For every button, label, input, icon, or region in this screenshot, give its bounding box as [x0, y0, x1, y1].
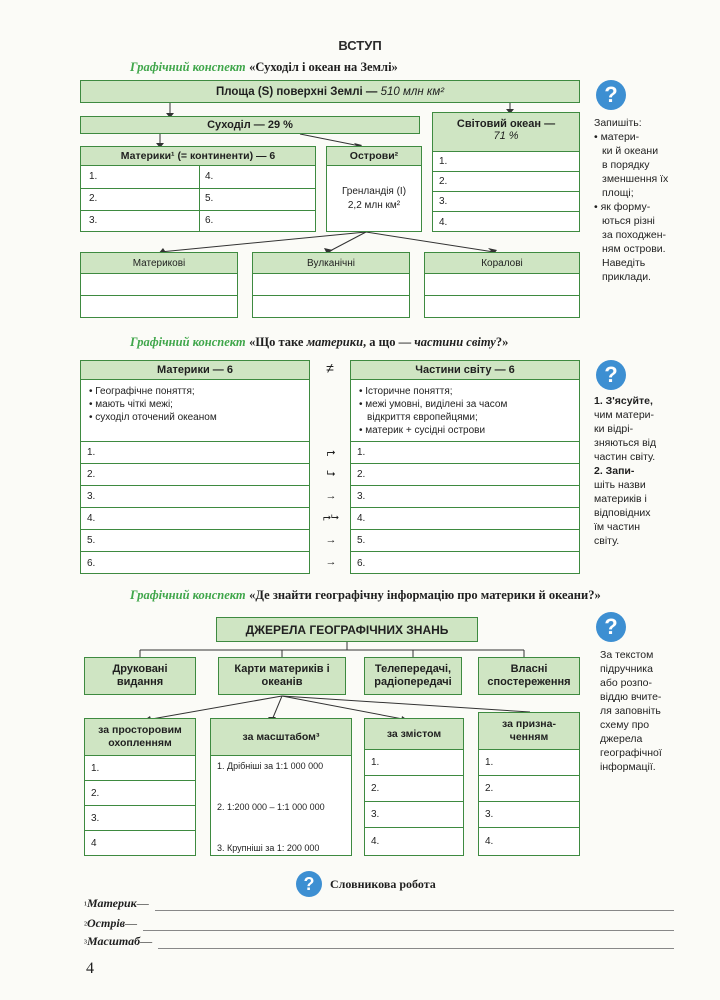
continent-cell: 2.	[89, 193, 98, 204]
map-class-header: за масштабом³	[210, 718, 352, 756]
side-line: Наведіть	[602, 257, 646, 269]
map-class-cell: 1.	[479, 750, 579, 776]
continent-cell: 3.	[89, 215, 98, 226]
side-line: ки відрі-	[594, 423, 634, 435]
side-line: За текстом	[600, 649, 654, 661]
feature-item: • Історичне поняття;	[359, 386, 453, 397]
continents-table	[80, 146, 316, 232]
map-class-purpose	[478, 712, 580, 856]
source-maps: Карти материків і океанів	[218, 657, 346, 695]
map-class-cell: 4.	[371, 836, 380, 847]
feature-item: • материк + сусідні острови	[359, 425, 486, 436]
islands-box	[326, 146, 422, 232]
conspect-topic-part: , а що —	[363, 335, 415, 349]
island-type-mainland	[80, 252, 238, 318]
map-class-cell: 2.	[479, 776, 579, 802]
map-class-cell: 2.	[365, 776, 463, 802]
footnote-mark: ²	[84, 920, 87, 931]
feature-item: • Географічне поняття;	[89, 386, 195, 397]
continent-cell: 5.	[205, 193, 214, 204]
ocean-box	[432, 112, 580, 152]
side-line: схему про	[600, 719, 650, 731]
side-line: інформації.	[600, 761, 656, 773]
answer-line[interactable]	[158, 940, 674, 949]
side-line: материків і	[594, 493, 647, 505]
side-line: площі;	[602, 187, 634, 199]
match-arrow-icon: ⮣	[326, 446, 336, 458]
conspect-topic-part: материки	[306, 335, 364, 349]
not-equal-sign: ≠	[326, 360, 334, 376]
ocean-cell: 2.	[433, 172, 579, 192]
land-box: Суходіл — 29 %	[80, 116, 420, 134]
scale-cell: 3. Крупніші за 1: 200 000	[217, 843, 320, 853]
islands-header: Острови²	[326, 146, 422, 166]
source-broadcast: Телепередачі, радіопередачі	[364, 657, 462, 695]
continent-row: 6.	[87, 557, 96, 569]
vocab-line-1	[84, 896, 674, 911]
question-icon: ?	[596, 612, 626, 642]
ocean-cell: 1.	[433, 152, 579, 172]
continent-rows	[81, 441, 309, 573]
continent-row: 4.	[81, 508, 309, 530]
world-part-row: 6.	[357, 557, 366, 569]
continent-cell: 6.	[205, 215, 214, 226]
greenland-name: Гренландія (I)	[341, 186, 407, 197]
ocean-cell: 4.	[439, 216, 448, 228]
conspect-title-2	[130, 335, 508, 350]
side-line: їм частин	[594, 521, 641, 533]
map-class-coverage	[84, 718, 196, 856]
side-line: джерела	[600, 733, 643, 745]
map-class-header: за просторовим охопленням	[84, 718, 196, 756]
page-heading: ВСТУП	[338, 38, 382, 53]
continent-cell: 1.	[89, 171, 98, 182]
island-type-label: Материкові	[80, 252, 238, 274]
side-line: • матери-	[594, 131, 640, 143]
earth-area-value: 510 млн км²	[380, 85, 445, 98]
continent-row: 5.	[81, 530, 309, 552]
vocab-term: Материк	[87, 896, 137, 910]
side-line: 1. З'ясуйте,	[594, 395, 653, 407]
scale-cell: 2. 1:200 000 – 1:1 000 000	[217, 802, 325, 812]
side-line: за походжен-	[602, 229, 667, 241]
conspect-label: Графічний конспект	[130, 335, 246, 349]
footnote-mark: ¹	[84, 900, 87, 911]
conspect-title-1	[130, 60, 398, 75]
conspect-label: Графічний конспект	[130, 588, 246, 602]
side-line: ля заповніть	[600, 705, 661, 717]
side-line: • як форму-	[594, 201, 651, 213]
side-line: зменшення їх	[602, 173, 669, 185]
feature-item: відкриття європейцями;	[367, 412, 478, 423]
match-arrow-icon: →	[325, 490, 337, 502]
side-line: в порядку	[602, 159, 650, 171]
island-type-label: Вулканічні	[252, 252, 410, 274]
match-arrows	[316, 441, 346, 573]
vocab-dash: —	[125, 916, 138, 930]
conspect-title-3	[130, 588, 601, 603]
island-type-coral	[424, 252, 580, 318]
ocean-label: Світовий океан —	[456, 118, 556, 130]
footnote-mark: ³	[84, 938, 87, 949]
side-line: ням острови.	[602, 243, 666, 255]
question-icon: ?	[596, 360, 626, 390]
map-class-header: за призна-ченням	[478, 712, 580, 750]
vocab-dash: —	[136, 896, 149, 910]
greenland-example	[327, 185, 421, 213]
match-arrow-icon: →	[325, 556, 337, 568]
feature-item: • мають чіткі межі;	[89, 399, 173, 410]
side-line: підручника	[600, 663, 653, 675]
map-class-cell: 1.	[85, 756, 195, 781]
ocean-percent: 71 %	[493, 130, 519, 142]
side-note-1	[594, 116, 714, 284]
map-class-cell: 3.	[479, 802, 579, 828]
world-parts-features	[359, 385, 507, 437]
feature-item: • межі умовні, виділені за часом	[359, 399, 508, 410]
side-note-3	[600, 648, 716, 774]
world-parts-col-header: Частини світу — 6	[350, 360, 580, 380]
world-part-row: 1.	[351, 442, 579, 464]
answer-line[interactable]	[155, 902, 674, 911]
source-observations: Власні спостереження	[478, 657, 580, 695]
vocabulary-title	[296, 871, 436, 897]
vocab-dash: —	[140, 934, 153, 948]
world-part-row: 3.	[351, 486, 579, 508]
continents-header: Материки¹ (= континенти) — 6	[80, 146, 316, 166]
side-line: ки й океани	[602, 145, 659, 157]
world-part-row: 2.	[351, 464, 579, 486]
answer-line[interactable]	[143, 922, 674, 931]
match-arrow-icon: ⮣⮡	[323, 512, 339, 523]
conspect-label: Графічний конспект	[130, 60, 246, 74]
vocabulary-heading: Словникова робота	[330, 876, 436, 891]
match-arrow-icon: ⮡	[326, 468, 336, 480]
earth-area-label: Площа (S) поверхні Землі —	[215, 85, 378, 98]
map-class-content	[364, 718, 464, 856]
side-line: зняються від	[594, 437, 657, 449]
side-line: Запишіть:	[594, 117, 642, 129]
side-line: 2. Запи-	[594, 465, 635, 477]
vocab-line-3	[84, 934, 674, 949]
side-line: ються різні	[602, 215, 655, 227]
map-class-cell: 3.	[85, 806, 195, 831]
continents-features	[89, 385, 217, 424]
side-line: чим матери-	[594, 409, 655, 421]
vocab-term: Острів	[87, 916, 126, 930]
map-class-cell: 2.	[85, 781, 195, 806]
side-note-2	[594, 394, 714, 548]
world-parts-column	[350, 360, 580, 574]
oceans-list	[432, 152, 580, 232]
map-class-header: за змістом	[364, 718, 464, 750]
map-class-cell: 3.	[365, 802, 463, 828]
ocean-cell: 3.	[433, 192, 579, 212]
page-number: 4	[86, 960, 94, 977]
match-arrow-icon: →	[325, 534, 337, 546]
island-type-label: Коралові	[424, 252, 580, 274]
continent-row: 1.	[81, 442, 309, 464]
continent-row: 3.	[81, 486, 309, 508]
map-class-cell: 1.	[365, 750, 463, 776]
side-line: або розпо-	[600, 677, 653, 689]
conspect-topic-part: «Що таке	[249, 335, 307, 349]
continents-col-header: Материки — 6	[80, 360, 310, 380]
conspect-topic-part: ?»	[495, 335, 509, 349]
conspect-topic: «Суходіл і океан на Землі»	[249, 60, 398, 74]
side-line: частин світу.	[594, 451, 656, 463]
map-class-cell: 4.	[485, 836, 494, 847]
question-icon: ?	[596, 80, 626, 110]
question-icon: ?	[296, 871, 322, 897]
world-part-row: 4.	[351, 508, 579, 530]
sources-main-box: ДЖЕРЕЛА ГЕОГРАФІЧНИХ ЗНАНЬ	[216, 617, 478, 642]
world-part-rows	[351, 441, 579, 573]
side-line: відповідних	[594, 507, 651, 519]
map-class-cell: 4	[91, 838, 97, 849]
side-line: шіть назви	[594, 479, 646, 491]
source-printed: Друковані видання	[84, 657, 196, 695]
greenland-area: 2,2 млн км²	[347, 200, 401, 211]
conspect-topic-part: частини світу	[414, 335, 496, 349]
scale-cell: 1. Дрібніші за 1:1 000 000	[217, 761, 324, 771]
conspect-topic: «Де знайти географічну інформацію про материки й океани?»	[249, 588, 601, 602]
side-line: географічної	[600, 747, 662, 759]
island-type-volcanic	[252, 252, 410, 318]
vocab-line-2	[84, 916, 674, 931]
world-part-row: 5.	[351, 530, 579, 552]
continents-column	[80, 360, 310, 574]
map-class-scale	[210, 718, 352, 856]
continent-cell: 4.	[205, 171, 214, 182]
earth-area-box	[80, 80, 580, 103]
side-line: віддю вчите-	[600, 691, 662, 703]
vocab-term: Масштаб	[87, 934, 141, 948]
side-line: світу.	[594, 535, 620, 547]
side-line: приклади.	[602, 271, 651, 283]
continent-row: 2.	[81, 464, 309, 486]
feature-item: • суходіл оточений океаном	[89, 412, 217, 423]
